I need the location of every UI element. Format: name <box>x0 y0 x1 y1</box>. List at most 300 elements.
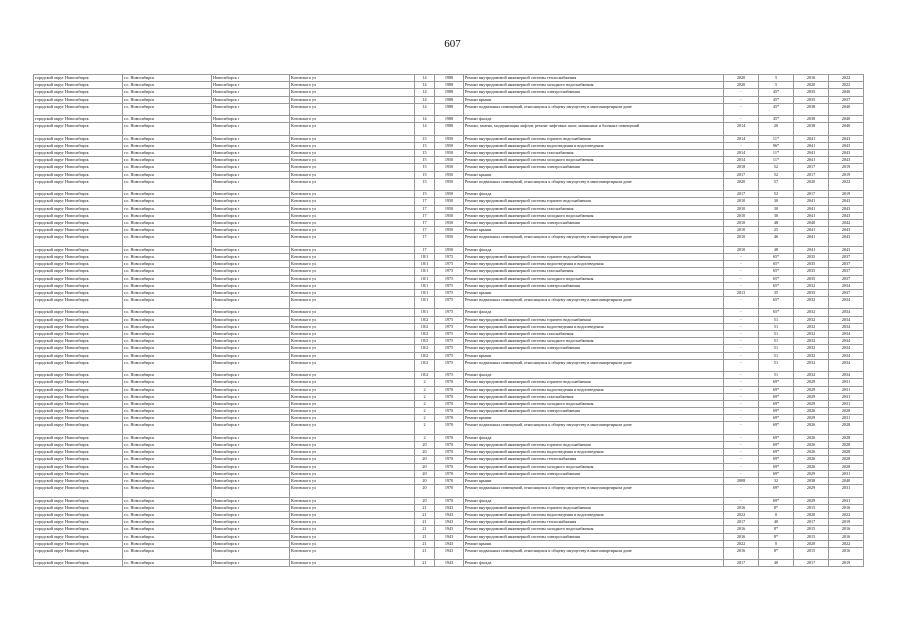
cell-wear-percent: 69* <box>759 449 794 456</box>
cell-locality: Новосибирск г <box>212 504 290 511</box>
cell-district: г.о. Новосибирск <box>123 103 212 115</box>
cell-plan-end-year: 2043 <box>829 142 864 149</box>
cell-work-type: Ремонт фасада <box>464 309 724 316</box>
cell-plan-start-year: 2029 <box>794 379 829 386</box>
cell-last-repair-year: - <box>724 359 759 371</box>
cell-street: Котовского ул <box>290 540 415 547</box>
cell-last-repair-year: 2014 <box>724 123 759 135</box>
cell-last-repair-year: 2017 <box>724 171 759 178</box>
table-row <box>34 309 864 316</box>
cell-wear-percent: 52 <box>759 164 794 171</box>
cell-locality: Новосибирск г <box>212 393 290 400</box>
table-row <box>34 393 864 400</box>
cell-locality: Новосибирск г <box>212 386 290 393</box>
cell-district: г.о. Новосибирск <box>123 191 212 198</box>
table-row <box>34 463 864 470</box>
cell-year-built: 1988 <box>435 82 464 89</box>
cell-house-number: 20 <box>415 477 435 484</box>
cell-plan-start-year: 2029 <box>794 400 829 407</box>
cell-house-number: 20 <box>415 470 435 477</box>
table-row <box>34 268 864 275</box>
cell-plan-start-year: 2029 <box>794 415 829 422</box>
cell-work-type: Ремонт крыши <box>464 352 724 359</box>
cell-work-type: Ремонт крыши <box>464 289 724 296</box>
cell-locality: Новосибирск г <box>212 316 290 323</box>
cell-street: Котовского ул <box>290 191 415 198</box>
cell-district: г.о. Новосибирск <box>123 227 212 234</box>
cell-year-built: 1943 <box>435 526 464 533</box>
cell-district: г.о. Новосибирск <box>123 456 212 463</box>
cell-last-repair-year: 2022 <box>724 511 759 518</box>
cell-plan-end-year: 2028 <box>829 463 864 470</box>
cell-work-type: Ремонт внутридомовой инженерной системы водоотведения и водоотведения <box>464 511 724 518</box>
table-row <box>34 198 864 205</box>
cell-locality: Новосибирск г <box>212 485 290 497</box>
cell-house-number: 21 <box>415 540 435 547</box>
cell-house-number: 15 <box>415 157 435 164</box>
table-row <box>34 379 864 386</box>
cell-locality: Новосибирск г <box>212 268 290 275</box>
cell-street: Котовского ул <box>290 82 415 89</box>
cell-plan-end-year: 2031 <box>829 386 864 393</box>
cell-plan-start-year: 2032 <box>794 345 829 352</box>
cell-plan-start-year: 2032 <box>794 309 829 316</box>
cell-plan-end-year: 2040 <box>829 123 864 135</box>
cell-last-repair-year: - <box>724 485 759 497</box>
table-row <box>34 142 864 149</box>
cell-year-built: 1950 <box>435 191 464 198</box>
cell-district: г.о. Новосибирск <box>123 434 212 441</box>
cell-plan-end-year: 2037 <box>829 96 864 103</box>
cell-locality: Новосибирск г <box>212 422 290 434</box>
cell-plan-start-year: 2026 <box>794 463 829 470</box>
cell-district: г.о. Новосибирск <box>123 123 212 135</box>
cell-last-repair-year: - <box>724 379 759 386</box>
table-row <box>34 511 864 518</box>
cell-district: г.о. Новосибирск <box>123 157 212 164</box>
cell-house-number: 18/2 <box>415 316 435 323</box>
cell-work-type: Ремонт внутридомовой инженерной системы горячего водоснабжения <box>464 379 724 386</box>
cell-street: Котовского ул <box>290 456 415 463</box>
cell-work-type: Ремонт внутридомовой инженерной системы холодного водоснабжения <box>464 400 724 407</box>
cell-year-built: 1950 <box>435 178 464 190</box>
cell-plan-end-year: 2031 <box>829 485 864 497</box>
table-row <box>34 89 864 96</box>
cell-street: Котовского ул <box>290 75 415 82</box>
cell-house-number: 18/1 <box>415 253 435 260</box>
cell-year-built: 1970 <box>435 456 464 463</box>
cell-locality: Новосибирск г <box>212 434 290 441</box>
cell-locality: Новосибирск г <box>212 456 290 463</box>
cell-district: г.о. Новосибирск <box>123 96 212 103</box>
cell-municipality: городской округ Новосибирск <box>34 485 123 497</box>
cell-municipality: городской округ Новосибирск <box>34 205 123 212</box>
cell-plan-start-year: 2041 <box>794 205 829 212</box>
cell-street: Котовского ул <box>290 408 415 415</box>
cell-street: Котовского ул <box>290 323 415 330</box>
cell-locality: Новосибирск г <box>212 415 290 422</box>
table-row <box>34 470 864 477</box>
cell-municipality: городской округ Новосибирск <box>34 400 123 407</box>
cell-street: Котовского ул <box>290 511 415 518</box>
cell-year-built: 1975 <box>435 275 464 282</box>
table-row <box>34 415 864 422</box>
cell-work-type: Ремонт подвальных помещений, относящихся к общему имуществу в многоквартирном доме <box>464 422 724 434</box>
cell-year-built: 1988 <box>435 89 464 96</box>
cell-locality: Новосибирск г <box>212 400 290 407</box>
cell-locality: Новосибирск г <box>212 212 290 219</box>
cell-house-number: 18/2 <box>415 331 435 338</box>
cell-district: г.о. Новосибирск <box>123 253 212 260</box>
cell-municipality: городской округ Новосибирск <box>34 150 123 157</box>
cell-last-repair-year: 2016 <box>724 526 759 533</box>
cell-year-built: 1988 <box>435 96 464 103</box>
cell-work-type: Ремонт внутридомовой инженерной системы газоснабжения <box>464 205 724 212</box>
cell-municipality: городской округ Новосибирск <box>34 415 123 422</box>
cell-wear-percent: 69* <box>759 386 794 393</box>
table-body <box>34 75 864 567</box>
cell-district: г.о. Новосибирск <box>123 142 212 149</box>
cell-plan-start-year: 2020 <box>794 540 829 547</box>
cell-street: Котовского ул <box>290 309 415 316</box>
cell-plan-end-year: 2019 <box>829 560 864 567</box>
cell-street: Котовского ул <box>290 227 415 234</box>
cell-municipality: городской округ Новосибирск <box>34 135 123 142</box>
cell-street: Котовского ул <box>290 533 415 540</box>
cell-district: г.о. Новосибирск <box>123 82 212 89</box>
cell-year-built: 1975 <box>435 282 464 289</box>
cell-municipality: городской округ Новосибирск <box>34 393 123 400</box>
cell-plan-end-year: 2040 <box>829 103 864 115</box>
cell-municipality: городской округ Новосибирск <box>34 142 123 149</box>
cell-house-number: 20 <box>415 449 435 456</box>
cell-last-repair-year: - <box>724 142 759 149</box>
cell-last-repair-year: - <box>724 422 759 434</box>
cell-wear-percent: 48 <box>759 219 794 226</box>
cell-wear-percent: 65* <box>759 261 794 268</box>
cell-last-repair-year: 2010 <box>724 246 759 253</box>
cell-wear-percent: 8* <box>759 504 794 511</box>
cell-house-number: 15 <box>415 171 435 178</box>
cell-municipality: городской округ Новосибирск <box>34 268 123 275</box>
cell-street: Котовского ул <box>290 135 415 142</box>
table-row <box>34 540 864 547</box>
cell-year-built: 1950 <box>435 142 464 149</box>
table-row <box>34 212 864 219</box>
cell-house-number: 18/1 <box>415 282 435 289</box>
cell-district: г.о. Новосибирск <box>123 150 212 157</box>
cell-district: г.о. Новосибирск <box>123 164 212 171</box>
table-row <box>34 386 864 393</box>
cell-last-repair-year: 2013 <box>724 289 759 296</box>
cell-district: г.о. Новосибирск <box>123 372 212 379</box>
cell-work-type: Ремонт внутридомовой инженерной системы холодного водоснабжения <box>464 157 724 164</box>
cell-plan-start-year: 2026 <box>794 434 829 441</box>
cell-house-number: 18/1 <box>415 261 435 268</box>
cell-locality: Новосибирск г <box>212 560 290 567</box>
cell-locality: Новосибирск г <box>212 116 290 123</box>
cell-plan-end-year: 2043 <box>829 135 864 142</box>
cell-plan-start-year: 2020 <box>794 178 829 190</box>
cell-plan-end-year: 2028 <box>829 434 864 441</box>
table-row <box>34 422 864 434</box>
cell-locality: Новосибирск г <box>212 309 290 316</box>
table-row <box>34 359 864 371</box>
table-row <box>34 82 864 89</box>
cell-year-built: 1950 <box>435 171 464 178</box>
cell-work-type: Ремонт фасада <box>464 116 724 123</box>
cell-year-built: 1970 <box>435 400 464 407</box>
cell-plan-end-year: 2028 <box>829 408 864 415</box>
cell-wear-percent: 40 <box>759 519 794 526</box>
cell-wear-percent: 20 <box>759 123 794 135</box>
cell-street: Котовского ул <box>290 415 415 422</box>
cell-municipality: городской округ Новосибирск <box>34 519 123 526</box>
cell-locality: Новосибирск г <box>212 547 290 559</box>
cell-municipality: городской округ Новосибирск <box>34 116 123 123</box>
cell-house-number: 17 <box>415 198 435 205</box>
cell-locality: Новосибирск г <box>212 123 290 135</box>
cell-house-number: 18/1 <box>415 297 435 309</box>
cell-work-type: Ремонт внутридомовой инженерной системы горячего водоснабжения <box>464 504 724 511</box>
cell-wear-percent: 65* <box>759 297 794 309</box>
cell-wear-percent: 32 <box>759 477 794 484</box>
cell-last-repair-year: - <box>724 470 759 477</box>
cell-year-built: 1975 <box>435 253 464 260</box>
cell-municipality: городской округ Новосибирск <box>34 470 123 477</box>
cell-district: г.о. Новосибирск <box>123 386 212 393</box>
cell-plan-start-year: 2035 <box>794 268 829 275</box>
cell-district: г.о. Новосибирск <box>123 504 212 511</box>
cell-plan-end-year: 2031 <box>829 470 864 477</box>
cell-municipality: городской округ Новосибирск <box>34 408 123 415</box>
cell-house-number: 21 <box>415 511 435 518</box>
cell-street: Котовского ул <box>290 547 415 559</box>
cell-plan-start-year: 2035 <box>794 275 829 282</box>
cell-year-built: 1950 <box>435 212 464 219</box>
cell-last-repair-year: 2010 <box>724 212 759 219</box>
table-row <box>34 485 864 497</box>
cell-plan-start-year: 2015 <box>794 547 829 559</box>
cell-work-type: Ремонт внутридомовой инженерной системы водоотведения и водоотведения <box>464 261 724 268</box>
cell-municipality: городской округ Новосибирск <box>34 261 123 268</box>
cell-year-built: 1970 <box>435 422 464 434</box>
table-row <box>34 116 864 123</box>
cell-municipality: городской округ Новосибирск <box>34 547 123 559</box>
cell-house-number: 21 <box>415 547 435 559</box>
cell-plan-end-year: 2037 <box>829 275 864 282</box>
cell-municipality: городской округ Новосибирск <box>34 511 123 518</box>
cell-work-type: Ремонт подвальных помещений, относящихся к общему имуществу в многоквартирном доме <box>464 297 724 309</box>
cell-year-built: 1970 <box>435 386 464 393</box>
cell-plan-start-year: 2032 <box>794 338 829 345</box>
cell-plan-start-year: 2032 <box>794 297 829 309</box>
cell-plan-end-year: 2034 <box>829 309 864 316</box>
cell-street: Котовского ул <box>290 485 415 497</box>
table-row <box>34 345 864 352</box>
cell-municipality: городской округ Новосибирск <box>34 96 123 103</box>
cell-street: Котовского ул <box>290 246 415 253</box>
cell-locality: Новосибирск г <box>212 191 290 198</box>
cell-municipality: городской округ Новосибирск <box>34 533 123 540</box>
cell-locality: Новосибирск г <box>212 449 290 456</box>
cell-work-type: Ремонт внутридомовой инженерной системы горячего водоснабжения <box>464 135 724 142</box>
cell-wear-percent: 69* <box>759 442 794 449</box>
cell-house-number: 18/1 <box>415 289 435 296</box>
cell-plan-end-year: 2040 <box>829 116 864 123</box>
cell-work-type: Ремонт внутридомовой инженерной системы теплоснабжения <box>464 519 724 526</box>
table-row <box>34 456 864 463</box>
cell-work-type: Ремонт подвальных помещений, относящихся к общему имуществу в многоквартирном доме <box>464 178 724 190</box>
cell-plan-start-year: 2020 <box>794 511 829 518</box>
cell-wear-percent: 69* <box>759 497 794 504</box>
cell-street: Котовского ул <box>290 268 415 275</box>
cell-plan-start-year: 2016 <box>794 75 829 82</box>
cell-work-type: Ремонт внутридомовой инженерной системы водоотведения и водоотведения <box>464 449 724 456</box>
cell-house-number: 2 <box>415 408 435 415</box>
cell-wear-percent: 25 <box>759 227 794 234</box>
cell-municipality: городской округ Новосибирск <box>34 560 123 567</box>
cell-municipality: городской округ Новосибирск <box>34 289 123 296</box>
cell-district: г.о. Новосибирск <box>123 511 212 518</box>
cell-wear-percent: 51 <box>759 345 794 352</box>
cell-plan-end-year: 2043 <box>829 198 864 205</box>
cell-wear-percent: 30 <box>759 205 794 212</box>
cell-year-built: 1950 <box>435 157 464 164</box>
cell-street: Котовского ул <box>290 234 415 246</box>
cell-wear-percent: 96* <box>759 142 794 149</box>
cell-last-repair-year: 2017 <box>724 519 759 526</box>
cell-work-type: Ремонт внутридомовой инженерной системы горячего водоснабжения <box>464 253 724 260</box>
cell-last-repair-year: - <box>724 393 759 400</box>
cell-house-number: 14 <box>415 75 435 82</box>
cell-work-type: Ремонт внутридомовой инженерной системы газоснабжения <box>464 268 724 275</box>
table-row <box>34 289 864 296</box>
cell-street: Котовского ул <box>290 477 415 484</box>
cell-locality: Новосибирск г <box>212 96 290 103</box>
table-row <box>34 103 864 115</box>
cell-plan-end-year: 2034 <box>829 331 864 338</box>
cell-work-type: Ремонт внутридомовой инженерной системы горячего водоснабжения <box>464 442 724 449</box>
table-row <box>34 297 864 309</box>
cell-year-built: 1975 <box>435 345 464 352</box>
cell-work-type: Ремонт внутридомовой инженерной системы горячего водоснабжения <box>464 198 724 205</box>
cell-district: г.о. Новосибирск <box>123 205 212 212</box>
cell-wear-percent: 30 <box>759 212 794 219</box>
table-row <box>34 434 864 441</box>
cell-locality: Новосибирск г <box>212 352 290 359</box>
cell-district: г.о. Новосибирск <box>123 331 212 338</box>
cell-wear-percent: 69* <box>759 400 794 407</box>
cell-district: г.о. Новосибирск <box>123 400 212 407</box>
cell-plan-start-year: 2041 <box>794 234 829 246</box>
cell-street: Котовского ул <box>290 434 415 441</box>
cell-last-repair-year: - <box>724 253 759 260</box>
cell-work-type: Ремонт внутридомовой инженерной системы электроснабжения <box>464 89 724 96</box>
cell-house-number: 18/2 <box>415 352 435 359</box>
cell-street: Котовского ул <box>290 504 415 511</box>
cell-year-built: 1950 <box>435 135 464 142</box>
cell-district: г.о. Новосибирск <box>123 352 212 359</box>
cell-locality: Новосибирск г <box>212 205 290 212</box>
table-row <box>34 75 864 82</box>
cell-house-number: 21 <box>415 519 435 526</box>
table-row <box>34 150 864 157</box>
cell-municipality: городской округ Новосибирск <box>34 178 123 190</box>
cell-locality: Новосибирск г <box>212 227 290 234</box>
cell-house-number: 20 <box>415 485 435 497</box>
cell-last-repair-year: - <box>724 408 759 415</box>
cell-street: Котовского ул <box>290 96 415 103</box>
cell-municipality: городской округ Новосибирск <box>34 275 123 282</box>
cell-year-built: 1970 <box>435 449 464 456</box>
cell-house-number: 14 <box>415 103 435 115</box>
cell-last-repair-year: - <box>724 275 759 282</box>
cell-municipality: городской округ Новосибирск <box>34 282 123 289</box>
cell-last-repair-year: - <box>724 103 759 115</box>
cell-plan-start-year: 2041 <box>794 135 829 142</box>
cell-wear-percent: 69* <box>759 434 794 441</box>
cell-locality: Новосибирск г <box>212 540 290 547</box>
cell-house-number: 15 <box>415 142 435 149</box>
table-row <box>34 504 864 511</box>
cell-street: Котовского ул <box>290 198 415 205</box>
cell-plan-end-year: 2028 <box>829 422 864 434</box>
cell-house-number: 17 <box>415 234 435 246</box>
cell-district: г.о. Новосибирск <box>123 470 212 477</box>
cell-work-type: Ремонт внутридомовой инженерной системы теплоснабжения <box>464 75 724 82</box>
cell-wear-percent: 69* <box>759 485 794 497</box>
cell-year-built: 1970 <box>435 470 464 477</box>
cell-work-type: Ремонт подвальных помещений, относящихся к общему имуществу в многоквартирном доме <box>464 103 724 115</box>
cell-district: г.о. Новосибирск <box>123 323 212 330</box>
cell-wear-percent: 69* <box>759 415 794 422</box>
cell-wear-percent: 51 <box>759 338 794 345</box>
cell-district: г.о. Новосибирск <box>123 135 212 142</box>
cell-house-number: 2 <box>415 379 435 386</box>
cell-municipality: городской округ Новосибирск <box>34 456 123 463</box>
cell-last-repair-year: 2020 <box>724 75 759 82</box>
cell-wear-percent: 69* <box>759 463 794 470</box>
cell-municipality: городской округ Новосибирск <box>34 316 123 323</box>
table-row <box>34 96 864 103</box>
cell-locality: Новосибирск г <box>212 323 290 330</box>
cell-work-type: Ремонт внутридомовой инженерной системы электроснабжения <box>464 282 724 289</box>
cell-locality: Новосибирск г <box>212 497 290 504</box>
cell-last-repair-year: - <box>724 309 759 316</box>
cell-municipality: городской округ Новосибирск <box>34 526 123 533</box>
cell-municipality: городской округ Новосибирск <box>34 504 123 511</box>
cell-district: г.о. Новосибирск <box>123 268 212 275</box>
cell-municipality: городской округ Новосибирск <box>34 89 123 96</box>
cell-district: г.о. Новосибирск <box>123 379 212 386</box>
cell-last-repair-year: 2008 <box>724 477 759 484</box>
cell-plan-start-year: 2038 <box>794 103 829 115</box>
table-row <box>34 178 864 190</box>
cell-locality: Новосибирск г <box>212 89 290 96</box>
cell-last-repair-year: 2016 <box>724 504 759 511</box>
cell-wear-percent: 48 <box>759 246 794 253</box>
cell-plan-end-year: 2040 <box>829 89 864 96</box>
cell-house-number: 2 <box>415 393 435 400</box>
cell-locality: Новосибирск г <box>212 345 290 352</box>
cell-work-type: Ремонт внутридомовой инженерной системы электроснабжения <box>464 533 724 540</box>
cell-work-type: Ремонт внутридомовой инженерной системы электроснабжения <box>464 345 724 352</box>
cell-municipality: городской округ Новосибирск <box>34 253 123 260</box>
cell-street: Котовского ул <box>290 560 415 567</box>
cell-plan-end-year: 2031 <box>829 497 864 504</box>
cell-street: Котовского ул <box>290 470 415 477</box>
